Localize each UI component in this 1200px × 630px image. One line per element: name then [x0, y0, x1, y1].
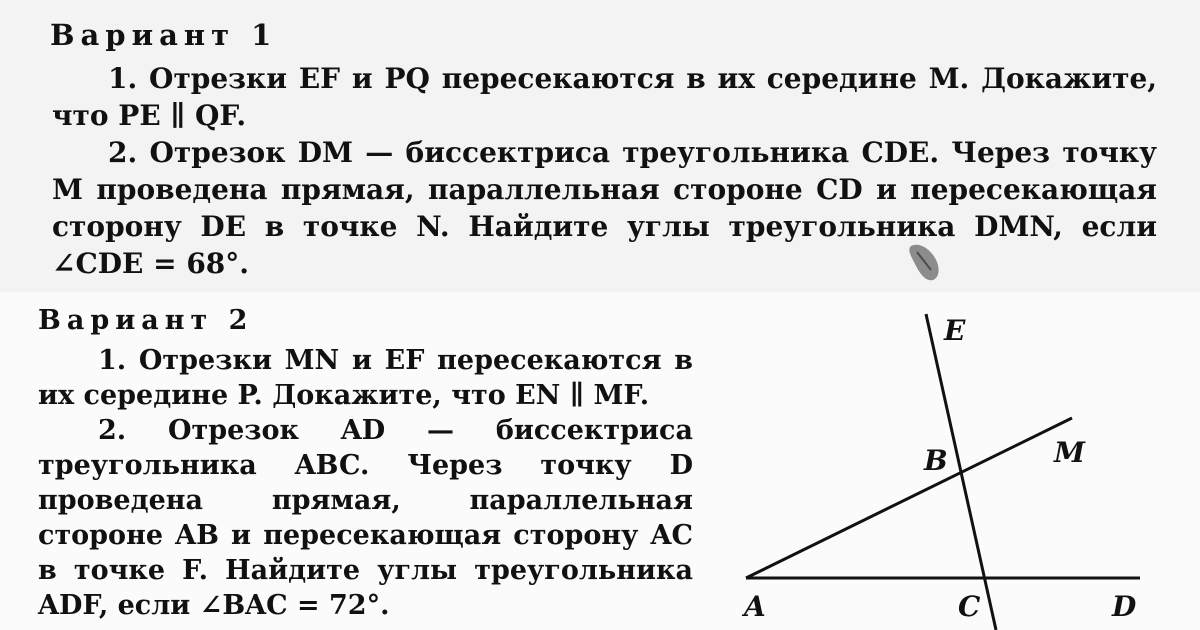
task-number: 2.: [108, 136, 138, 169]
geometry-figure: [700, 300, 1170, 630]
variant-2-tasks: [38, 343, 693, 623]
point-label-e: E: [944, 314, 966, 347]
variant-1-task-1: [52, 60, 1157, 134]
variant-1-tasks: [52, 60, 1157, 282]
task-number: 2.: [98, 415, 127, 446]
line-a-m: [746, 418, 1072, 578]
variant-2-heading: Вариант 2: [38, 305, 254, 336]
variant-1-task-2: [52, 134, 1157, 282]
task-number: 1.: [108, 62, 138, 95]
task-text: Отрезок DM — биссектриса треугольника CDE. Через точку M проведена прямая, параллельная стороне CD и пересекающая сторону DE в точке N. Найдите углы треугольника DMN, если ∠CDE = 68°.: [52, 136, 1157, 280]
point-label-c: C: [958, 590, 981, 623]
variant-2-task-2: [38, 413, 693, 623]
task-number: 1.: [98, 345, 127, 376]
task-text: Отрезок AD — биссектриса треугольника ABC. Через точку D проведена прямая, параллельная стороне AB и пересекающая сторону AC в точке F. Найдите углы треугольника ADF, если ∠BAC = 72°.: [38, 415, 693, 621]
point-label-d: D: [1112, 590, 1137, 623]
point-label-a: A: [744, 590, 766, 623]
variant-1-heading: Вариант 1: [50, 18, 278, 52]
variant-2-task-1: [38, 343, 693, 413]
point-label-b: B: [924, 444, 948, 477]
task-text: Отрезки MN и EF пересекаются в их середине P. Докажите, что EN ∥ MF.: [38, 345, 694, 411]
ink-smudge: [905, 240, 945, 282]
task-text: Отрезки EF и PQ пересекаются в их середине M. Докажите, что PE ∥ QF.: [52, 62, 1158, 132]
point-label-m: M: [1054, 436, 1085, 469]
